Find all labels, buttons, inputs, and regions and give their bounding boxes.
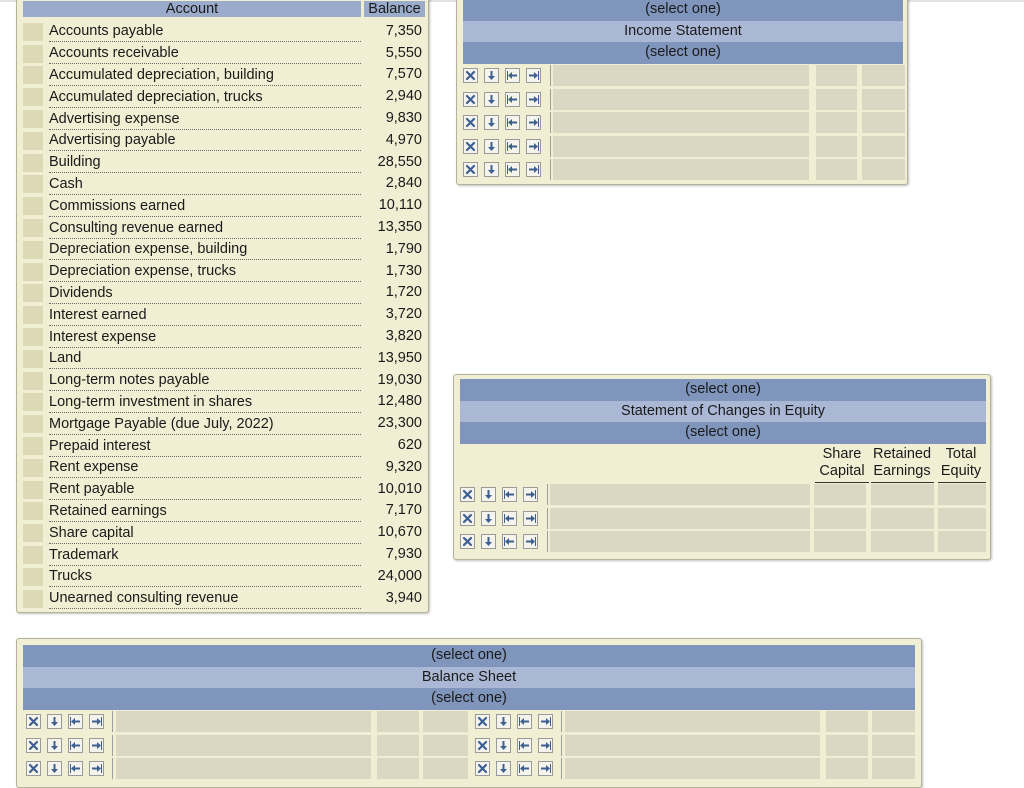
- delete-row-icon[interactable]: [475, 761, 490, 776]
- outdent-icon[interactable]: [505, 92, 520, 107]
- line-item-label-input[interactable]: [553, 65, 809, 86]
- asset-total-input[interactable]: [423, 711, 468, 732]
- indent-icon[interactable]: [523, 487, 538, 502]
- indent-icon[interactable]: [538, 761, 553, 776]
- account-name-cell: [49, 173, 361, 195]
- outdent-icon[interactable]: [505, 139, 520, 154]
- row-marker: [23, 546, 43, 564]
- equity-statement-title: Statement of Changes in Equity: [460, 401, 986, 423]
- row-marker: [23, 88, 43, 106]
- account-name-cell: [49, 566, 361, 588]
- row-marker: [23, 350, 43, 368]
- asset-total-input[interactable]: [423, 735, 468, 756]
- account-name-cell: [49, 217, 361, 239]
- balance-sheet-select-top[interactable]: (select one): [23, 645, 915, 667]
- trial-balance-row: [23, 21, 425, 43]
- amount-input[interactable]: [816, 159, 857, 180]
- row-separator: [547, 508, 548, 529]
- amount-input[interactable]: [816, 89, 857, 110]
- row-separator: [561, 758, 562, 779]
- trial-balance-row: [23, 566, 425, 588]
- account-balance: 3,940: [385, 589, 422, 606]
- account-name: Advertising expense: [49, 110, 180, 127]
- row-separator: [550, 112, 551, 133]
- equity-select-bottom[interactable]: (select one): [460, 422, 986, 444]
- account-name-cell: [49, 588, 361, 610]
- row-marker: [23, 66, 43, 84]
- insert-row-icon[interactable]: [47, 714, 62, 729]
- account-name-cell: [49, 64, 361, 86]
- indent-icon[interactable]: [526, 139, 541, 154]
- indent-icon[interactable]: [526, 162, 541, 177]
- line-item-label-input[interactable]: [550, 484, 810, 505]
- amount-input[interactable]: [814, 484, 866, 505]
- row-separator: [112, 711, 113, 732]
- asset-label-input[interactable]: [116, 735, 371, 756]
- outdent-icon[interactable]: [505, 68, 520, 83]
- delete-row-icon[interactable]: [475, 714, 490, 729]
- row-separator: [550, 159, 551, 180]
- trial-balance-row: [23, 239, 425, 261]
- insert-row-icon[interactable]: [484, 68, 499, 83]
- liability-equity-label-input[interactable]: [565, 758, 820, 779]
- account-name: Depreciation expense, trucks: [49, 263, 236, 280]
- indent-icon[interactable]: [526, 115, 541, 130]
- account-name-cell: [49, 457, 361, 479]
- line-item-label-input[interactable]: [553, 136, 809, 157]
- outdent-icon[interactable]: [68, 738, 83, 753]
- outdent-icon[interactable]: [517, 761, 532, 776]
- row-marker: [23, 197, 43, 215]
- account-balance: 5,550: [385, 44, 422, 61]
- delete-row-icon[interactable]: [463, 162, 478, 177]
- trial-balance-row: [23, 479, 425, 501]
- account-name: Long-term investment in shares: [49, 394, 253, 411]
- trial-balance-row: [23, 108, 425, 130]
- balance-column-header: Balance: [364, 1, 425, 17]
- liability-equity-total-input[interactable]: [872, 711, 915, 732]
- account-name-cell: [49, 348, 361, 370]
- trial-balance-row: [23, 500, 425, 522]
- row-marker: [23, 45, 43, 63]
- row-marker: [23, 284, 43, 302]
- row-marker: [23, 263, 43, 281]
- account-name: Trucks: [49, 568, 92, 585]
- account-balance: 2,940: [385, 88, 422, 105]
- amount-input[interactable]: [814, 508, 866, 529]
- account-balance: 4,970: [385, 131, 422, 148]
- account-name: Accumulated depreciation, trucks: [49, 88, 263, 105]
- amount-input[interactable]: [871, 531, 934, 552]
- account-name-cell: [49, 195, 361, 217]
- account-name: Accounts payable: [49, 23, 164, 40]
- row-separator: [550, 89, 551, 110]
- liability-equity-amount-input[interactable]: [826, 758, 868, 779]
- account-name: Retained earnings: [49, 503, 167, 520]
- indent-icon[interactable]: [523, 511, 538, 526]
- account-name-cell: [49, 479, 361, 501]
- account-name: Dividends: [49, 285, 113, 302]
- row-marker: [23, 524, 43, 542]
- account-name-cell: [49, 522, 361, 544]
- account-name: Advertising payable: [49, 132, 176, 149]
- account-balance: 1,730: [385, 262, 422, 279]
- account-balance: 23,300: [377, 415, 422, 432]
- asset-label-input[interactable]: [116, 758, 371, 779]
- row-separator: [112, 735, 113, 756]
- account-name: Rent expense: [49, 459, 139, 476]
- indent-icon[interactable]: [526, 68, 541, 83]
- trial-balance-row: [23, 588, 425, 610]
- account-name: Accounts receivable: [49, 45, 179, 62]
- account-name-cell: [49, 108, 361, 130]
- trial-balance-row: [23, 282, 425, 304]
- row-separator: [550, 65, 551, 86]
- liability-equity-total-input[interactable]: [872, 758, 915, 779]
- account-balance: 10,670: [377, 524, 422, 541]
- total-equity-header-line1: Total: [945, 446, 977, 462]
- income-statement-select-bottom[interactable]: (select one): [463, 42, 903, 64]
- balance-sheet-select-bottom[interactable]: (select one): [23, 688, 915, 710]
- delete-row-icon[interactable]: [26, 738, 41, 753]
- insert-row-icon[interactable]: [484, 92, 499, 107]
- account-balance: 3,820: [385, 327, 422, 344]
- trial-balance-row: [23, 173, 425, 195]
- indent-icon[interactable]: [538, 738, 553, 753]
- account-balance: 7,570: [385, 66, 422, 83]
- insert-row-icon[interactable]: [481, 534, 496, 549]
- row-separator: [547, 484, 548, 505]
- trial-balance-row: [23, 457, 425, 479]
- trial-balance-row: [23, 326, 425, 348]
- account-name: Land: [49, 350, 82, 367]
- account-balance: 10,110: [378, 197, 422, 214]
- row-separator: [550, 136, 551, 157]
- retained-earnings-header-line1: Retained: [872, 446, 932, 462]
- row-marker: [23, 306, 43, 324]
- asset-amount-input[interactable]: [377, 711, 419, 732]
- trial-balance-row: [23, 130, 425, 152]
- trial-balance-header: [23, 1, 425, 17]
- amount-input[interactable]: [816, 65, 857, 86]
- total-equity-header-line2: Equity: [940, 463, 982, 479]
- account-name-cell: [49, 130, 361, 152]
- trial-balance-row: [23, 522, 425, 544]
- account-name-cell: [49, 261, 361, 283]
- account-column-header: Account: [23, 1, 361, 17]
- account-name: Share capital: [49, 524, 134, 541]
- account-name: Interest expense: [49, 328, 157, 345]
- balance-sheet-panel: [16, 638, 922, 788]
- amount-input[interactable]: [862, 112, 905, 133]
- account-name-cell: [49, 86, 361, 108]
- delete-row-icon[interactable]: [463, 115, 478, 130]
- account-balance: 10,010: [377, 480, 422, 497]
- row-marker: [23, 23, 43, 41]
- amount-input[interactable]: [862, 159, 905, 180]
- indent-icon[interactable]: [89, 761, 104, 776]
- account-name: Unearned consulting revenue: [49, 590, 239, 607]
- indent-icon[interactable]: [526, 92, 541, 107]
- changes-in-equity-panel: [453, 374, 991, 560]
- outdent-icon[interactable]: [502, 487, 517, 502]
- amount-input[interactable]: [871, 508, 934, 529]
- trial-balance-row: [23, 43, 425, 65]
- row-marker: [23, 328, 43, 346]
- account-balance: 1,790: [385, 240, 422, 257]
- income-statement-panel: [456, 0, 908, 185]
- asset-amount-input[interactable]: [377, 758, 419, 779]
- row-marker: [23, 437, 43, 455]
- amount-input[interactable]: [938, 508, 986, 529]
- line-item-label-input[interactable]: [550, 531, 810, 552]
- row-marker: [23, 459, 43, 477]
- account-name-cell: [49, 413, 361, 435]
- account-name-cell: [49, 21, 361, 43]
- row-marker: [23, 110, 43, 128]
- amount-input[interactable]: [816, 112, 857, 133]
- amount-input[interactable]: [816, 136, 857, 157]
- insert-row-icon[interactable]: [484, 115, 499, 130]
- outdent-icon[interactable]: [68, 761, 83, 776]
- insert-row-icon[interactable]: [484, 162, 499, 177]
- outdent-icon[interactable]: [505, 162, 520, 177]
- amount-input[interactable]: [862, 65, 905, 86]
- income-statement-title: Income Statement: [463, 21, 903, 43]
- indent-icon[interactable]: [538, 714, 553, 729]
- amount-input[interactable]: [862, 136, 905, 157]
- row-marker: [23, 132, 43, 150]
- insert-row-icon[interactable]: [496, 714, 511, 729]
- account-name-cell: [49, 500, 361, 522]
- trial-balance-row: [23, 152, 425, 174]
- trial-balance-row: [23, 391, 425, 413]
- row-separator: [561, 711, 562, 732]
- account-balance: 12,480: [377, 393, 422, 410]
- account-name-cell: [49, 326, 361, 348]
- row-separator: [547, 531, 548, 552]
- account-name: Prepaid interest: [49, 437, 151, 454]
- line-item-label-input[interactable]: [550, 508, 810, 529]
- account-balance: 7,170: [385, 502, 422, 519]
- trial-balance-row: [23, 348, 425, 370]
- retained-earnings-header-line2: Earnings: [873, 463, 931, 479]
- account-balance: 7,350: [385, 22, 422, 39]
- trial-balance-row: [23, 261, 425, 283]
- account-name-cell: [49, 43, 361, 65]
- account-name: Mortgage Payable (due July, 2022): [49, 415, 274, 432]
- insert-row-icon[interactable]: [481, 487, 496, 502]
- account-balance: 9,320: [385, 458, 422, 475]
- trial-balance-row: [23, 217, 425, 239]
- account-balance: 13,950: [377, 349, 422, 366]
- outdent-icon[interactable]: [502, 534, 517, 549]
- income-statement-select-top[interactable]: (select one): [463, 0, 903, 21]
- delete-row-icon[interactable]: [460, 511, 475, 526]
- insert-row-icon[interactable]: [47, 761, 62, 776]
- outdent-icon[interactable]: [502, 511, 517, 526]
- account-balance: 2,840: [385, 175, 422, 192]
- row-marker: [23, 568, 43, 586]
- trial-balance-row: [23, 370, 425, 392]
- delete-row-icon[interactable]: [26, 714, 41, 729]
- account-balance: 7,930: [385, 545, 422, 562]
- row-separator: [561, 735, 562, 756]
- account-name: Commissions earned: [49, 197, 186, 214]
- account-name-cell: [49, 239, 361, 261]
- balance-sheet-title: Balance Sheet: [23, 667, 915, 689]
- asset-label-input[interactable]: [116, 711, 371, 732]
- row-marker: [23, 219, 43, 237]
- row-marker: [23, 590, 43, 608]
- row-marker: [23, 415, 43, 433]
- account-name: Accumulated depreciation, building: [49, 67, 274, 84]
- row-marker: [23, 502, 43, 520]
- account-name: Trademark: [49, 546, 119, 563]
- delete-row-icon[interactable]: [26, 761, 41, 776]
- delete-row-icon[interactable]: [460, 534, 475, 549]
- insert-row-icon[interactable]: [496, 738, 511, 753]
- account-name-cell: [49, 304, 361, 326]
- share-capital-header-line1: Share: [822, 446, 862, 462]
- account-balance: 620: [397, 436, 422, 453]
- amount-input[interactable]: [814, 531, 866, 552]
- row-marker: [23, 175, 43, 193]
- account-name: Interest earned: [49, 306, 147, 323]
- delete-row-icon[interactable]: [463, 139, 478, 154]
- account-balance: 28,550: [377, 153, 422, 170]
- asset-total-input[interactable]: [423, 758, 468, 779]
- indent-icon[interactable]: [523, 534, 538, 549]
- account-balance: 24,000: [377, 567, 422, 584]
- liability-equity-total-input[interactable]: [872, 735, 915, 756]
- trial-balance-row: [23, 86, 425, 108]
- account-name-cell: [49, 391, 361, 413]
- line-item-label-input[interactable]: [553, 112, 809, 133]
- amount-input[interactable]: [938, 484, 986, 505]
- delete-row-icon[interactable]: [463, 92, 478, 107]
- row-separator: [112, 758, 113, 779]
- account-name-cell: [49, 435, 361, 457]
- indent-icon[interactable]: [89, 738, 104, 753]
- account-name: Long-term notes payable: [49, 372, 210, 389]
- account-name: Depreciation expense, building: [49, 241, 248, 258]
- outdent-icon[interactable]: [505, 115, 520, 130]
- account-name: Cash: [49, 176, 83, 193]
- trial-balance-row: [23, 413, 425, 435]
- amount-input[interactable]: [871, 484, 934, 505]
- total-equity-column-header: [936, 446, 986, 480]
- account-balance: 19,030: [377, 371, 422, 388]
- liability-equity-amount-input[interactable]: [826, 711, 868, 732]
- retained-earnings-column-header: [869, 446, 935, 480]
- row-marker: [23, 372, 43, 390]
- insert-row-icon[interactable]: [481, 511, 496, 526]
- indent-icon[interactable]: [89, 714, 104, 729]
- liability-equity-label-input[interactable]: [565, 711, 820, 732]
- account-name-cell: [49, 152, 361, 174]
- outdent-icon[interactable]: [517, 714, 532, 729]
- account-name: Rent payable: [49, 481, 135, 498]
- delete-row-icon[interactable]: [460, 487, 475, 502]
- row-marker: [23, 481, 43, 499]
- account-balance: 1,720: [385, 284, 422, 301]
- insert-row-icon[interactable]: [484, 139, 499, 154]
- delete-row-icon[interactable]: [475, 738, 490, 753]
- trial-balance-row: [23, 435, 425, 457]
- row-marker: [23, 154, 43, 172]
- share-capital-header-line2: Capital: [819, 463, 865, 479]
- liability-equity-label-input[interactable]: [565, 735, 820, 756]
- row-marker: [23, 241, 43, 259]
- equity-select-top[interactable]: (select one): [460, 379, 986, 401]
- insert-row-icon[interactable]: [496, 761, 511, 776]
- account-name-cell: [49, 544, 361, 566]
- amount-input[interactable]: [938, 531, 986, 552]
- account-name: Consulting revenue earned: [49, 219, 224, 236]
- account-balance: 3,720: [385, 306, 422, 323]
- account-balance: 9,830: [385, 109, 422, 126]
- total-equity-header-rule: [938, 482, 986, 483]
- trial-balance-row: [23, 544, 425, 566]
- share-capital-column-header: [814, 446, 870, 480]
- share-capital-header-rule: [815, 482, 869, 483]
- account-name: Building: [49, 154, 101, 171]
- account-name-cell: [49, 282, 361, 304]
- account-name-cell: [49, 370, 361, 392]
- line-item-label-input[interactable]: [553, 89, 809, 110]
- trial-balance-row: [23, 304, 425, 326]
- account-balance: 13,350: [377, 218, 422, 235]
- row-marker: [23, 393, 43, 411]
- insert-row-icon[interactable]: [47, 738, 62, 753]
- outdent-icon[interactable]: [68, 714, 83, 729]
- asset-amount-input[interactable]: [377, 735, 419, 756]
- amount-input[interactable]: [862, 89, 905, 110]
- trial-balance-row: [23, 195, 425, 217]
- trial-balance-panel: [16, 0, 429, 613]
- retained-earnings-header-rule: [871, 482, 934, 483]
- trial-balance-row: [23, 64, 425, 86]
- outdent-icon[interactable]: [517, 738, 532, 753]
- liability-equity-amount-input[interactable]: [826, 735, 868, 756]
- delete-row-icon[interactable]: [463, 68, 478, 83]
- line-item-label-input[interactable]: [553, 159, 809, 180]
